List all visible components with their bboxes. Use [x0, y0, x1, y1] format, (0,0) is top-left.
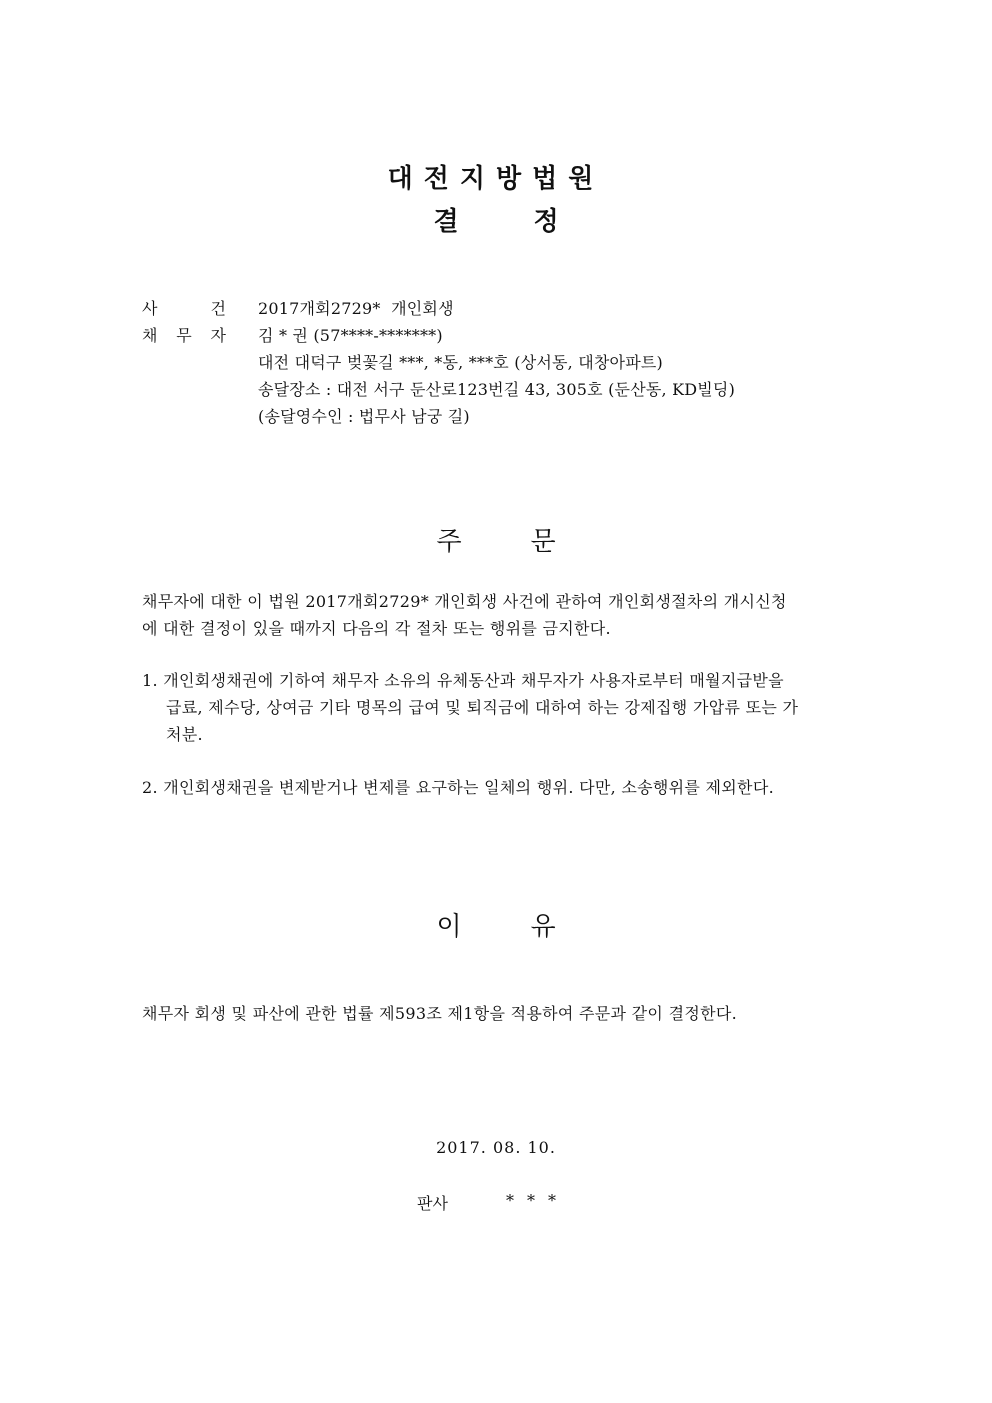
document-title-char-2: 정 [533, 207, 559, 237]
reason-text: 채무자 회생 및 파산에 관한 법률 제593조 제1항을 적용하여 주문과 같이 결정한다. [142, 1004, 737, 1023]
order-intro: 채무자에 대한 이 법원 2017개회2729* 개인회생 사건에 관하여 개인회생절차의 개시신청에 대한 결정이 있을 때까지 다음의 각 절차 또는 행위를 금지한다. [142, 592, 787, 638]
judge-name: *** [506, 1191, 569, 1210]
decision-date: 2017. 08. 10. [436, 1138, 556, 1157]
debtor-name: 김 * 권 (57****-*******) [258, 326, 443, 345]
document-title-char-1: 결 [433, 207, 459, 237]
order-item-2: 2. 개인회생채권을 변제받거나 변제를 요구하는 일체의 행위. 다만, 소송행위를 제외한다. [142, 778, 774, 797]
service-recipient: (송달영수인 : 법무사 남궁 길) [258, 407, 470, 426]
document-title [0, 201, 992, 238]
case-label: 사 건 [142, 299, 226, 318]
reason-heading: 이 유 [436, 912, 556, 942]
debtor-address: 대전 대덕구 벚꽃길 ***, *동, ***호 (상서동, 대창아파트) [258, 353, 663, 372]
debtor-label: 채 무 자 [142, 326, 226, 345]
court-name: 대전지방법원 [387, 164, 605, 194]
judge-label: 판사 [417, 1194, 448, 1213]
order-heading: 주 문 [436, 527, 556, 557]
case-number: 2017개회2729* 개인회생 [258, 299, 454, 318]
service-address: 송달장소 : 대전 서구 둔산로123번길 43, 305호 (둔산동, KD빌딩) [258, 380, 736, 399]
order-item-1: 1. 개인회생채권에 기하여 채무자 소유의 유체동산과 채무자가 사용자로부터 매월지급받을 급료, 제수당, 상여금 기타 명목의 급여 및 퇴직금에 대하여 하는 강제집행 가압류 또는 가처분. [142, 671, 799, 744]
